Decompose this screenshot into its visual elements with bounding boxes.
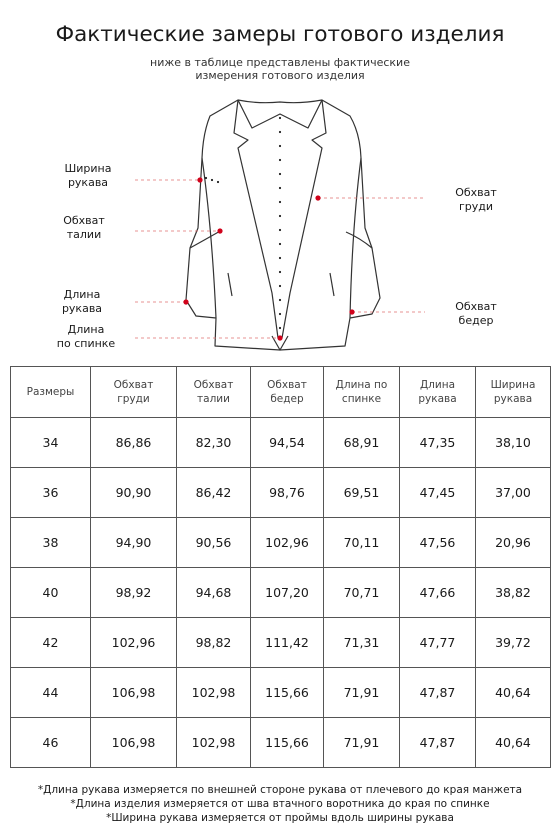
size-cell: 36 (11, 468, 91, 518)
right-sleeve-seam (350, 158, 361, 318)
marker-sleeve-width (197, 177, 202, 182)
measurement-cell: 106,98 (91, 718, 177, 768)
footnote: *Длина изделия измеряется от шва втачного воротника до края по спинке (70, 798, 490, 810)
measurement-cell: 102,98 (177, 668, 251, 718)
footnote: *Ширина рукава измеряется от проймы вдоль ширины рукава (106, 812, 454, 824)
right-pocket (330, 273, 334, 296)
collar (238, 100, 322, 128)
column-header: Длина рукава (400, 367, 476, 418)
measurement-cell: 40,64 (476, 718, 551, 768)
measurement-cell: 98,82 (177, 618, 251, 668)
table-row (11, 568, 551, 618)
size-table (10, 366, 551, 768)
column-header: Обхват бедер (251, 367, 324, 418)
measurement-cell: 94,68 (177, 568, 251, 618)
table-row (11, 668, 551, 718)
measurement-cell: 47,77 (400, 618, 476, 668)
measurement-cell: 70,71 (324, 568, 400, 618)
size-cell: 40 (11, 568, 91, 618)
measurement-cell: 98,92 (91, 568, 177, 618)
table-header-row (11, 367, 551, 418)
measurement-cell: 82,30 (177, 418, 251, 468)
measurement-cell: 90,90 (91, 468, 177, 518)
size-cell: 38 (11, 518, 91, 568)
measurement-cell: 37,00 (476, 468, 551, 518)
measurement-cell: 86,86 (91, 418, 177, 468)
measurement-cell: 38,82 (476, 568, 551, 618)
measurement-cell: 47,35 (400, 418, 476, 468)
footnote: *Длина рукава измеряется по внешней стороне рукава от плечевого до края манжета (37, 784, 523, 796)
measurement-cell: 47,87 (400, 718, 476, 768)
measurement-cell: 111,42 (251, 618, 324, 668)
measurement-cell: 107,20 (251, 568, 324, 618)
page-title: Фактические замеры готового изделия (55, 22, 505, 47)
measurement-cell: 47,56 (400, 518, 476, 568)
column-header: Длина по спинке (324, 367, 400, 418)
label-sleeve-width: Ширина рукава (64, 162, 112, 189)
measurement-cell: 40,64 (476, 668, 551, 718)
subtitle-line: измерения готового изделия (195, 69, 365, 82)
column-header: Размеры (11, 367, 91, 418)
size-cell: 44 (11, 668, 91, 718)
measurement-cell: 47,87 (400, 668, 476, 718)
measurement-cell: 115,66 (251, 718, 324, 768)
measurement-cell: 106,98 (91, 668, 177, 718)
column-header: Обхват талии (177, 367, 251, 418)
measurement-cell: 98,76 (251, 468, 324, 518)
marker-waist (217, 228, 222, 233)
measurement-cell: 71,31 (324, 618, 400, 668)
measurement-cell: 47,66 (400, 568, 476, 618)
measurement-cell: 69,51 (324, 468, 400, 518)
table-row (11, 468, 551, 518)
measurement-cell: 47,45 (400, 468, 476, 518)
label-sleeve-length: Длина рукава (61, 288, 103, 315)
size-cell: 34 (11, 418, 91, 468)
measurement-cell: 20,96 (476, 518, 551, 568)
measurement-cell: 71,91 (324, 668, 400, 718)
left-pocket (228, 273, 232, 296)
measurement-cell: 90,56 (177, 518, 251, 568)
table-row (11, 618, 551, 668)
marker-chest (315, 195, 320, 200)
measurement-cell: 70,11 (324, 518, 400, 568)
measurement-cell: 71,91 (324, 718, 400, 768)
left-cuff (190, 230, 222, 248)
measurement-cell: 102,98 (177, 718, 251, 768)
table-row (11, 418, 551, 468)
left-lapel (234, 100, 278, 338)
label-hips: Обхват бедер (455, 300, 497, 327)
label-back-length: Длина по спинке (56, 323, 116, 350)
table-row (11, 718, 551, 768)
marker-hips (349, 309, 354, 314)
measurement-cell: 102,96 (251, 518, 324, 568)
measurement-cell: 94,90 (91, 518, 177, 568)
measurement-cell: 86,42 (177, 468, 251, 518)
measurement-figure (0, 88, 560, 363)
measurement-cell: 38,10 (476, 418, 551, 468)
measurement-cell: 115,66 (251, 668, 324, 718)
label-chest: Обхват груди (455, 186, 497, 213)
column-header: Обхват груди (91, 367, 177, 418)
size-cell: 42 (11, 618, 91, 668)
right-cuff (346, 232, 372, 248)
measurement-cell: 68,91 (324, 418, 400, 468)
footnotes (0, 783, 560, 825)
column-header: Ширина рукава (476, 367, 551, 418)
measurement-cell: 39,72 (476, 618, 551, 668)
table-body (11, 418, 551, 768)
table-row (11, 518, 551, 568)
right-lapel (282, 100, 326, 338)
measurement-cell: 94,54 (251, 418, 324, 468)
marker-sleeve-length (183, 299, 188, 304)
marker-back-length (277, 335, 282, 340)
size-cell: 46 (11, 718, 91, 768)
label-waist: Обхват талии (63, 214, 105, 241)
size-table-wrap (10, 366, 551, 768)
page-subtitle (0, 56, 560, 82)
measurement-cell: 102,96 (91, 618, 177, 668)
subtitle-line: ниже в таблице представлены фактические (150, 56, 410, 69)
